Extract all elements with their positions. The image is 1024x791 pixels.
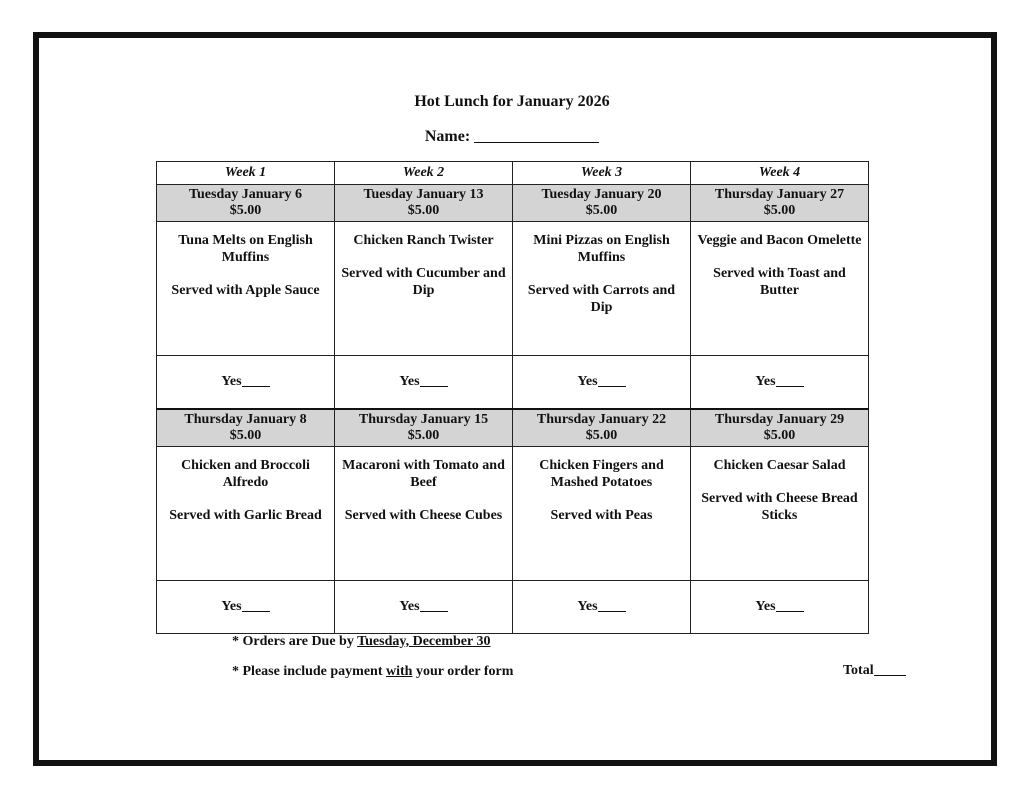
yes-blank[interactable] (242, 599, 270, 612)
date-label: Thursday January 29 (714, 412, 845, 427)
yes-blank[interactable] (420, 599, 448, 612)
yes-row (157, 581, 869, 634)
date-cell (157, 409, 335, 447)
yes-blank[interactable] (598, 599, 626, 612)
date-cell (335, 185, 513, 222)
yes-label: Yes (399, 374, 420, 389)
yes-blank[interactable] (420, 374, 448, 387)
meal-side: Served with Toast and Butter (713, 266, 846, 298)
yes-label: Yes (577, 599, 598, 614)
date-label: Tuesday January 13 (363, 187, 484, 202)
meal-name: Chicken and Broccoli Alfredo (181, 458, 310, 490)
yes-cell[interactable] (335, 581, 513, 634)
date-cell (513, 409, 691, 447)
payment-note (232, 664, 513, 680)
yes-cell[interactable] (691, 356, 869, 410)
total-label: Total (843, 663, 874, 678)
date-cell (691, 409, 869, 447)
meal-side: Served with Cheese Cubes (344, 508, 503, 523)
yes-cell[interactable] (157, 356, 335, 410)
week-header: Week 1 (157, 162, 335, 185)
yes-row (157, 356, 869, 410)
week-header-row (157, 162, 869, 185)
meal-side: Served with Cucumber and Dip (341, 266, 506, 298)
yes-blank[interactable] (776, 374, 804, 387)
yes-cell[interactable] (157, 581, 335, 634)
payment-suffix: your order form (412, 664, 514, 679)
total-line (843, 663, 906, 679)
meal-side: Served with Peas (550, 508, 653, 523)
yes-cell[interactable] (691, 581, 869, 634)
due-date: Tuesday, December 30 (357, 634, 491, 649)
meal-cell (335, 222, 513, 356)
date-cell (335, 409, 513, 447)
meal-cell (691, 222, 869, 356)
price-label: $5.00 (407, 428, 440, 443)
date-label: Tuesday January 20 (541, 187, 662, 202)
due-note (232, 634, 490, 650)
price-label: $5.00 (229, 203, 262, 218)
meal-cell (691, 447, 869, 581)
date-label: Thursday January 27 (714, 187, 845, 202)
date-row (157, 409, 869, 447)
yes-label: Yes (755, 599, 776, 614)
date-cell (691, 185, 869, 222)
date-row (157, 185, 869, 222)
week-header: Week 2 (335, 162, 513, 185)
yes-blank[interactable] (598, 374, 626, 387)
price-label: $5.00 (585, 428, 618, 443)
price-label: $5.00 (585, 203, 618, 218)
meal-cell (513, 222, 691, 356)
yes-blank[interactable] (242, 374, 270, 387)
yes-cell[interactable] (513, 356, 691, 410)
meal-name: Chicken Caesar Salad (713, 458, 846, 473)
yes-label: Yes (755, 374, 776, 389)
total-blank[interactable] (874, 663, 906, 676)
meal-side: Served with Apple Sauce (171, 283, 320, 298)
yes-cell[interactable] (335, 356, 513, 410)
date-cell (513, 185, 691, 222)
meal-cell (157, 222, 335, 356)
meal-name: Chicken Fingers and Mashed Potatoes (539, 458, 664, 490)
meal-name: Tuna Melts on English Muffins (178, 233, 313, 265)
meal-side: Served with Cheese Bread Sticks (701, 491, 858, 523)
date-label: Thursday January 8 (184, 412, 307, 427)
meal-side: Served with Carrots and Dip (527, 283, 676, 315)
date-label: Thursday January 15 (358, 412, 489, 427)
date-cell (157, 185, 335, 222)
meal-row (157, 222, 869, 356)
yes-blank[interactable] (776, 599, 804, 612)
page-title: Hot Lunch for January 2026 (414, 93, 610, 110)
meal-row (157, 447, 869, 581)
week-header: Week 3 (513, 162, 691, 185)
meal-cell (335, 447, 513, 581)
meal-name: Chicken Ranch Twister (353, 233, 494, 248)
yes-label: Yes (577, 374, 598, 389)
meal-name: Mini Pizzas on English Muffins (533, 233, 670, 265)
meal-name: Macaroni with Tomato and Beef (342, 458, 505, 490)
meal-cell (513, 447, 691, 581)
week-header: Week 4 (691, 162, 869, 185)
lunch-menu-table (156, 161, 869, 634)
price-label: $5.00 (229, 428, 262, 443)
yes-cell[interactable] (513, 581, 691, 634)
name-line (0, 128, 1024, 146)
payment-prefix: * Please include payment (232, 664, 386, 679)
name-blank[interactable] (474, 128, 599, 143)
price-label: $5.00 (763, 428, 796, 443)
yes-label: Yes (221, 374, 242, 389)
price-label: $5.00 (763, 203, 796, 218)
yes-label: Yes (221, 599, 242, 614)
meal-cell (157, 447, 335, 581)
due-prefix: * Orders are Due by (232, 634, 358, 649)
meal-name: Veggie and Bacon Omelette (697, 233, 862, 248)
price-label: $5.00 (407, 203, 440, 218)
meal-side: Served with Garlic Bread (169, 508, 322, 523)
name-label: Name: (424, 128, 471, 145)
date-label: Thursday January 22 (536, 412, 667, 427)
yes-label: Yes (399, 599, 420, 614)
date-label: Tuesday January 6 (188, 187, 303, 202)
payment-emph: with (386, 664, 413, 679)
